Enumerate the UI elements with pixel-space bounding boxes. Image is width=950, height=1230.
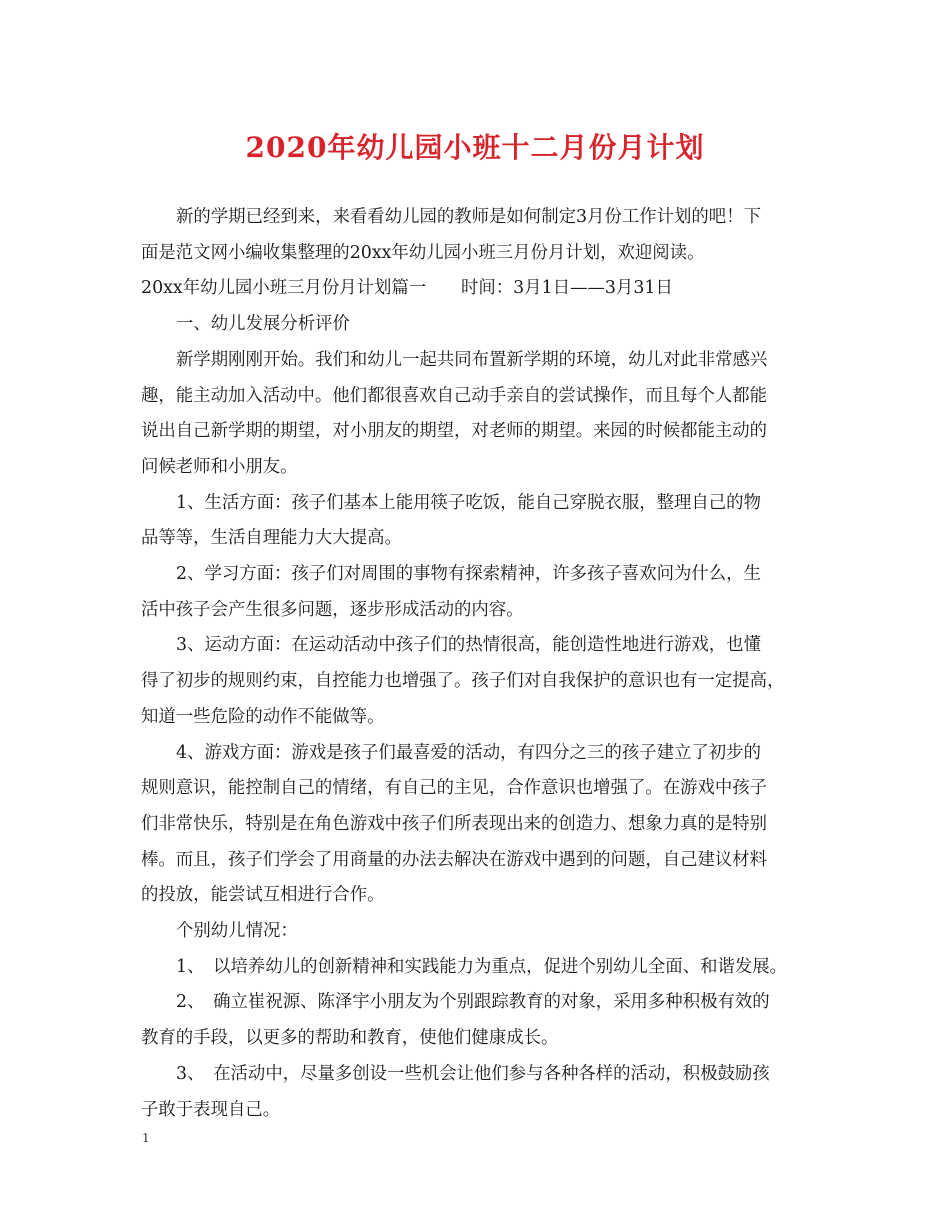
document-line: 新学期刚刚开始。我们和幼儿一起共同布置新学期的环境，幼儿对此非常感兴: [176, 349, 768, 370]
document-line: 1、 以培养幼儿的创新精神和实践能力为重点，促进个别幼儿全面、和谐发展。: [176, 956, 788, 977]
document-line: 个别幼儿情况：: [176, 921, 298, 942]
document-line: 趣，能主动加入活动中。他们都很喜欢自己动手亲自的尝试操作，而且每个人都能: [141, 385, 768, 406]
document-line: 品等等，生活自理能力大大提高。: [141, 528, 402, 549]
document-line: 的投放，能尝试互相进行合作。: [141, 885, 385, 906]
document-line: 4、游戏方面：游戏是孩子们最喜爱的活动，有四分之三的孩子建立了初步的: [176, 742, 761, 763]
document-line: 3、运动方面：在运动活动中孩子们的热情很高，能创造性地进行游戏，也懂: [176, 635, 761, 656]
document-line: 规则意识，能控制自己的情绪，有自己的主见，合作意识也增强了。在游戏中孩子: [141, 778, 768, 799]
document-line: 20xx年幼儿园小班三月份月计划篇一 时间：3月1日——3月31日: [141, 278, 673, 299]
document-line: 棒。而且，孩子们学会了用商量的办法去解决在游戏中遇到的问题，自己建议材料: [141, 849, 768, 870]
document-title: 2020年幼儿园小班十二月份月计划: [245, 131, 705, 164]
document-line: 教育的手段，以更多的帮助和教育，使他们健康成长。: [141, 1028, 559, 1049]
document-line: 活中孩子会产生很多问题，逐步形成活动的内容。: [141, 599, 524, 620]
document-line: 2、学习方面：孩子们对周围的事物有探索精神，许多孩子喜欢问为什么，生: [176, 564, 761, 585]
document-line: 3、 在活动中，尽量多创设一些机会让他们参与各种各样的活动，积极鼓励孩: [176, 1063, 770, 1084]
document-line: 问候老师和小朋友。: [141, 456, 298, 477]
document-line: 面是范文网小编收集整理的20xx年幼儿园小班三月份月计划，欢迎阅读。: [141, 242, 705, 263]
document-line: 们非常快乐，特别是在角色游戏中孩子们所表现出来的创造力、想象力真的是特别: [141, 813, 768, 834]
document-body: [141, 200, 823, 1128]
document-line: 新的学期已经到来，来看看幼儿园的教师是如何制定3月份工作计划的吧！下: [176, 207, 761, 227]
document-line: 1、生活方面：孩子们基本上能用筷子吃饭，能自己穿脱衣服，整理自己的物: [176, 492, 761, 513]
document-line: 子敢于表现自己。: [141, 1099, 281, 1120]
document-line: 说出自己新学期的期望，对小朋友的期望，对老师的期望。来园的时候都能主动的: [141, 421, 768, 442]
document-line: 得了初步的规则约束，自控能力也增强了。孩子们对自我保护的意识也有一定提高，: [141, 671, 785, 692]
document-line: 一、幼儿发展分析评价: [176, 314, 350, 335]
page-number: 1: [142, 1131, 150, 1145]
document-line: 2、 确立崔祝源、陈泽宇小朋友为个别跟踪教育的对象，采用多种积极有效的: [176, 992, 770, 1013]
document-line: 知道一些危险的动作不能做等。: [141, 706, 385, 727]
